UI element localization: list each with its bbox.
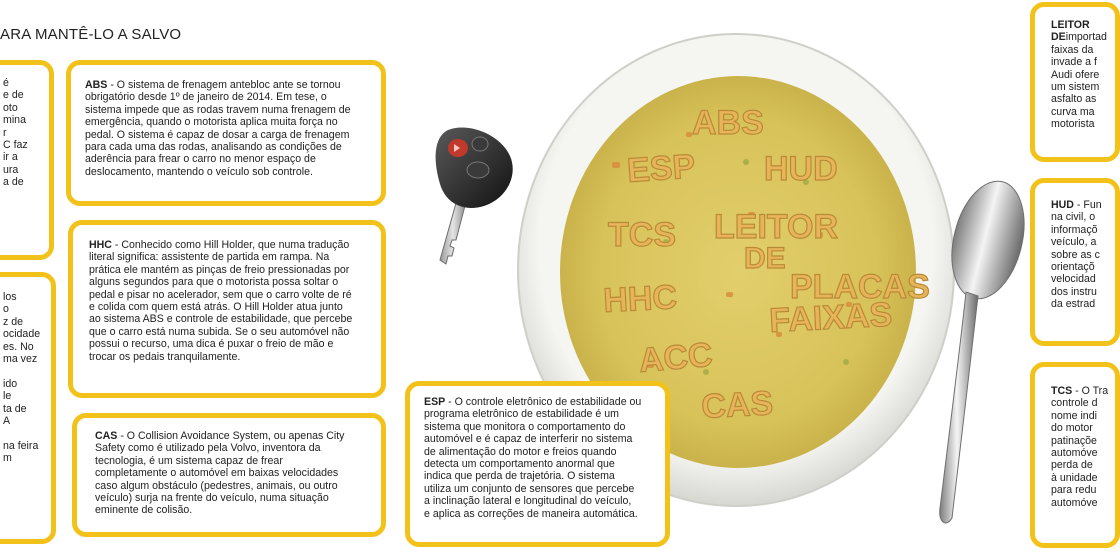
box-line: obrigatório desde 1º de janeiro de 2014. Em tese, o [85,91,327,104]
box-line: importad [1065,31,1107,44]
box-line: ma vez [3,353,38,366]
info-box-left-lower [0,272,56,544]
box-line: programa eletrônico de estabilidade é um [424,408,619,421]
info-box-hud [1030,178,1120,346]
box-text [1051,385,1115,509]
box-line: ocidade [3,328,41,341]
box-line: aderência para frear o carro no menor espaço de [85,153,316,166]
box-line: - O controle eletrônico de estabilidade ou [445,396,642,408]
soup-letter: ABS [692,104,764,142]
box-line: possui o recurso, uma dica é puxar o freio de mão e [89,338,334,351]
box-text [3,77,45,189]
box-line: para redu [1051,484,1097,497]
info-box-esp [405,381,670,547]
box-line: Audi ofere [1051,68,1100,81]
soup-letter: CAS [700,384,775,426]
box-line: completamente o automóvel em baixas velocidades [95,467,339,480]
car-key-icon [418,122,518,274]
info-box-leitor-de-faixas [1030,2,1120,162]
box-line: informaçõ [1051,223,1098,236]
box-line: - O Tra [1072,385,1109,397]
box-line: e aplica as correções de maneira automática. [424,507,638,520]
box-line: mina [3,114,26,127]
box-line: pedal. O sistema é capaz de dosar a carga de frenagem [85,128,350,141]
box-line: curva ma [1051,105,1095,118]
box-line: ir a [3,151,18,164]
soup-letter: ACC [637,335,715,380]
box-line: a inclinação lateral e longitudinal do veículo, [424,495,632,508]
soup-letter: TCS [608,216,676,254]
box-line: um sistem [1051,81,1100,94]
box-line: faixas da [1051,43,1094,56]
headline: ARA MANTÊ-LO A SALVO [0,26,182,43]
box-term: LEITOR DE [1051,19,1090,44]
info-box-cas [72,413,386,537]
box-line: m [3,452,12,465]
box-line: motorista [1051,118,1095,131]
box-line: invade a f [1051,56,1097,69]
box-line: sobre as c [1051,248,1100,261]
box-line: C faz [3,139,28,152]
soup-letter: PLACAS [790,268,930,306]
box-line: asfalto as [1051,93,1097,106]
box-term: ABS [85,79,108,91]
box-line: indica que perda de trajetória. O sistema [424,470,615,483]
box-text [3,291,47,465]
info-box-abs [66,60,386,206]
box-term: TCS [1051,385,1073,397]
info-box-hhc [68,220,386,398]
box-line: detecta um comportamento anormal que [424,458,615,471]
box-line: Safety como é utilizado pela Volvo, inventora da [95,442,321,455]
box-line: veículo, a [1051,236,1097,249]
box-line: que o carro está numa subida. Se o seu automóvel não [89,325,350,338]
box-line: emergência, quando o motorista aplica muita força no [85,116,338,129]
box-line: nome indi [1051,409,1097,422]
box-line: - O Collision Avoidance System, ou apenas City [117,430,345,442]
box-line: patinaçõe [1051,434,1097,447]
box-line: a de [3,176,24,189]
soup-letter: HUD [764,150,838,188]
box-term: HHC [89,239,112,251]
box-line: automóve [1051,447,1098,460]
box-text [85,79,369,178]
soup-letter: ESP [625,147,697,190]
box-line: deslocamento, mantendo o veículo sob controle. [85,165,313,178]
box-term: HUD [1051,199,1074,211]
box-line: automóvel e é capaz de interferir no sistema [424,433,633,446]
soup-letter: HHC [602,278,678,320]
box-line: controle d [1051,397,1098,410]
box-text [424,396,657,520]
box-line: dos instru [1051,285,1097,298]
box-line: orientaçõ [1051,261,1095,274]
box-line: ura [3,163,19,176]
box-line: es. No [3,340,34,353]
box-line: - Fun [1073,199,1102,211]
box-text [1051,199,1115,311]
box-line: prática ele mantém as pinças de freio pressionadas por [89,263,350,276]
box-line: da estrad [1051,298,1096,311]
box-line: oto [3,101,18,114]
box-text [89,239,369,363]
box-line: utiliza um conjunto de sensores que percebe [424,482,635,495]
box-term: CAS [95,430,118,442]
info-box-left-upper [0,60,54,260]
box-line: automóve [1051,496,1098,509]
soup-letter: DE [744,242,786,275]
box-line: sistema impede que as rodas travem numa frenagem de [85,103,351,116]
box-line: trocar os pedais tranquilamente. [89,350,241,363]
box-line: sistema que monitora o comportamento do [424,420,626,433]
box-line: z de [3,315,24,328]
box-line: à unidade [1051,471,1098,484]
box-line: literal significa: assistente de partida em rampa. Na [89,251,330,264]
box-line: é [3,77,9,89]
box-line: alguns segundos para que o motorista possa soltar o [89,276,339,289]
box-line: r [3,126,7,139]
box-line: do motor [1051,422,1093,435]
box-line: A [3,415,11,428]
box-line: e de [3,89,24,102]
box-term: ESP [424,396,446,408]
box-line: - O sistema de frenagem antebloc ante se tornou [107,79,341,91]
spoon-icon [920,178,1030,548]
box-line: tecnologia, é um sistema capaz de frear [95,454,283,467]
box-line: o [3,303,9,316]
box-line: velocidad [1051,273,1096,286]
box-text [1051,19,1115,131]
box-line: e colida com quem está atrás. O Hill Holder atua junto [89,301,343,314]
box-line: veículo) surja na frente do veículo, numa situação [95,492,329,505]
box-line: para cada uma das rodas, analisando as condições de [85,141,342,154]
box-line: ta de [3,402,27,415]
soup-letter: FAIXAS [768,295,894,340]
box-line: de alimentação do motor e freios quando [424,445,617,458]
box-line: pedal e pisar no acelerador, sem que o carro volte de ré [89,288,352,301]
info-box-tcs [1030,362,1120,548]
box-line: na feira [3,439,39,452]
box-line: ao sistema ABS e controle de estabilidade, que percebe [89,313,353,326]
box-line: caso algum obstáculo (pedestres, animais, ou outro [95,479,338,492]
box-text [95,430,369,517]
box-line: eminente de colisão. [95,504,193,517]
box-line: los [3,291,17,303]
soup-letter: LEITOR [714,208,839,246]
box-line: ido [3,377,18,390]
box-line: perda de [1051,459,1093,472]
box-line: - Conhecido como Hill Holder, que numa tradução [111,239,350,251]
box-line: na civil, o [1051,211,1096,224]
box-line: le [3,390,12,403]
